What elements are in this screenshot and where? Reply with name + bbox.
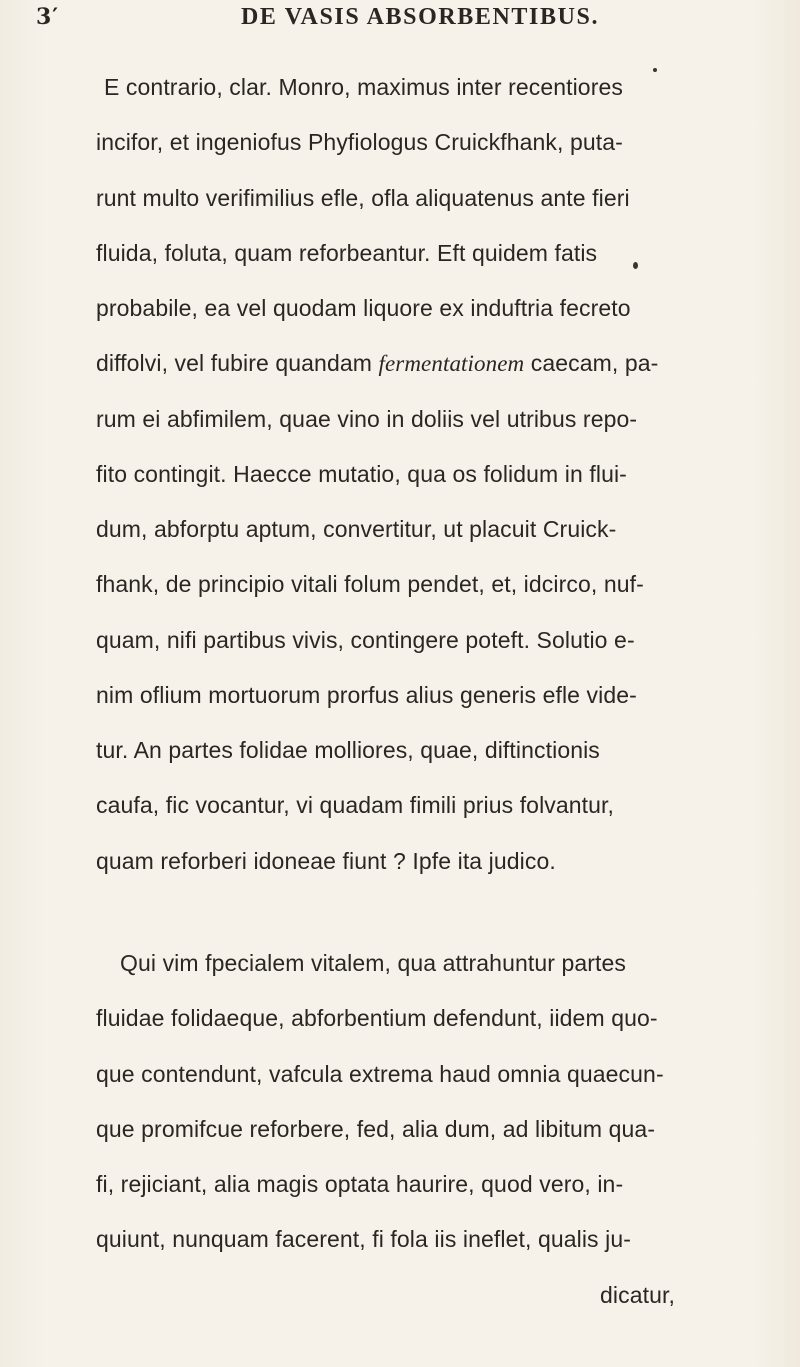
text-line: runt multo verifimilius efle, ofla aliquatenus ante fieri	[96, 185, 630, 211]
text-line: tur. An partes folidae molliores, quae, diftinctionis	[96, 737, 600, 763]
text-line: quiunt, nunquam facerent, fi fola iis ineflet, qualis ju-	[96, 1226, 632, 1252]
page-header	[36, 4, 776, 38]
text-line: dicatur,	[600, 1282, 675, 1308]
text-line: Qui vim fpecialem vitalem, qua attrahuntur partes	[120, 950, 627, 976]
ink-speck	[653, 68, 657, 72]
text-line: nim oflium mortuorum prorfus alius generis efle vide-	[96, 682, 637, 708]
text-line: que promifcue reforbere, fed, alia dum, ad libitum qua-	[96, 1116, 656, 1142]
ink-speck	[633, 262, 638, 269]
text-line: E contrario, clar. Monro, maximus inter recentiores	[104, 74, 623, 100]
text-line: quam, nifi partibus vivis, contingere poteft. Solutio e-	[96, 627, 635, 653]
text-line: fhank, de principio vitali folum pendet, et, idcirco, nuf-	[96, 571, 644, 597]
running-head: DE VASIS ABSORBENTIBUS.	[241, 4, 600, 30]
text-line: fito contingit. Haecce mutatio, qua os folidum in flui-	[96, 461, 627, 487]
text-line: dum, abforptu aptum, convertitur, ut placuit Cruick-	[96, 516, 617, 542]
text-line: probabile, ea vel quodam liquore ex induftria fecreto	[96, 295, 631, 321]
text-line: incifor, et ingeniofus Phyfiologus Cruickfhank, puta-	[96, 129, 623, 155]
text-line: que contendunt, vafcula extrema haud omnia quaecun-	[96, 1061, 664, 1087]
text-line: fluida, foluta, quam reforbeantur. Eft quidem fatis	[96, 240, 598, 266]
italic-term: fermentationem	[378, 351, 525, 376]
page-number: 3′	[36, 4, 60, 30]
text-span: caecam, pa-	[530, 350, 659, 376]
text-line: quam reforberi idoneae fiunt ? Ipfe ita judico.	[96, 848, 556, 874]
text-span: diffolvi, vel fubire quandam	[96, 350, 372, 376]
text-line: caufa, fic vocantur, vi quadam fimili prius folvantur,	[96, 792, 615, 818]
text-line: rum ei abfimilem, quae vino in doliis vel utribus repo-	[96, 406, 638, 432]
text-line	[96, 350, 658, 386]
text-line: fluidae folidaeque, abforbentium defendunt, iidem quo-	[96, 1005, 658, 1031]
text-line: fi, rejiciant, alia magis optata haurire, quod vero, in-	[96, 1171, 624, 1197]
